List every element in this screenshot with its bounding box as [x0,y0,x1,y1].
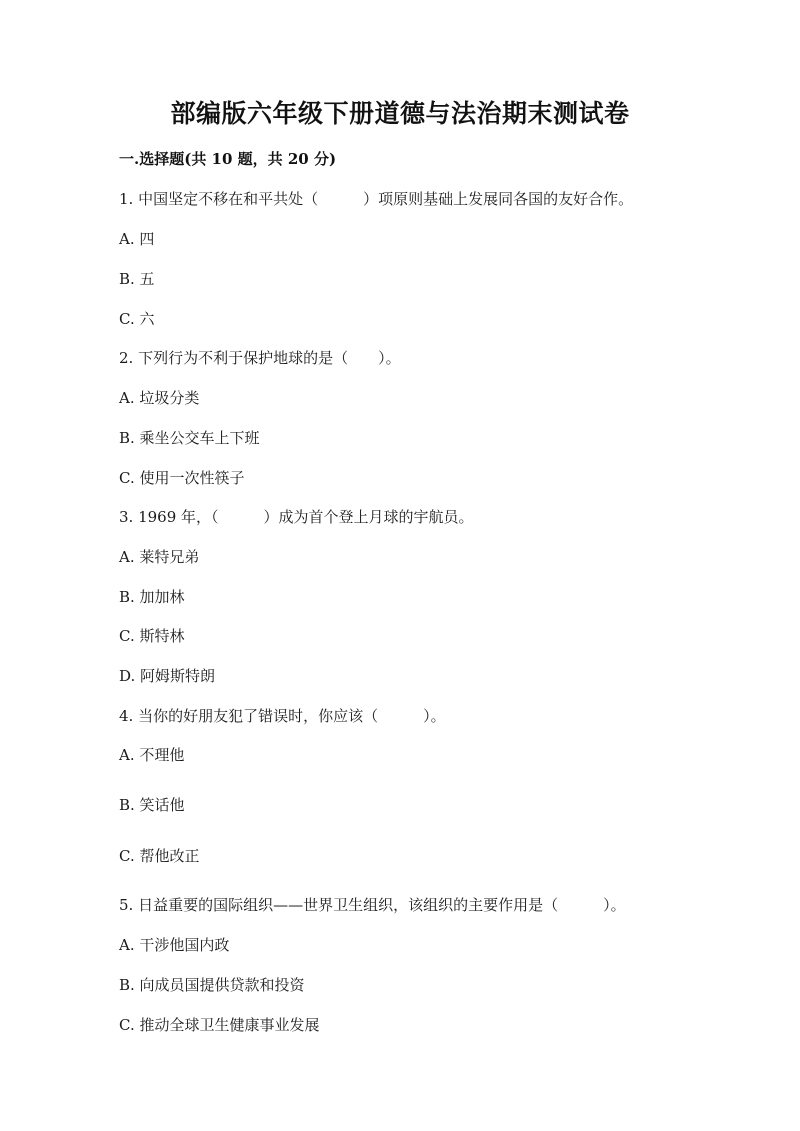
question-option: B. 笑话他 [119,796,185,814]
question-stem: 1. 中国坚定不移在和平共处（ ）项原则基础上发展同各国的友好合作。 [119,190,634,208]
question-option: C. 帮他改正 [119,847,200,865]
question-option: C. 斯特林 [119,627,185,645]
question-option: A. 垃圾分类 [119,389,200,407]
question-stem: 4. 当你的好朋友犯了错误时，你应该（ ）。 [119,707,446,725]
question-option: B. 向成员国提供贷款和投资 [119,976,305,994]
question-option: B. 乘坐公交车上下班 [119,429,260,447]
question-option: B. 五 [119,270,155,288]
question-option: B. 加加林 [119,588,185,606]
question-option: A. 莱特兄弟 [119,548,200,566]
question-option: C. 推动全球卫生健康事业发展 [119,1016,320,1034]
question-stem: 2. 下列行为不利于保护地球的是（ ）。 [119,349,401,367]
question-stem: 5. 日益重要的国际组织——世界卫生组织，该组织的主要作用是（ ）。 [119,896,626,914]
question-option: D. 阿姆斯特朗 [119,667,216,685]
question-option: A. 不理他 [119,746,185,764]
question-option: C. 使用一次性筷子 [119,469,245,487]
question-stem: 3. 1969 年，（ ）成为首个登上月球的宇航员。 [119,508,474,526]
section-heading: 一.选择题(共 10 题，共 20 分) [119,150,337,168]
question-option: A. 四 [119,230,155,248]
question-option: C. 六 [119,310,155,328]
page-title: 部编版六年级下册道德与法治期末测试卷 [170,99,630,128]
question-option: A. 干涉他国内政 [119,936,230,954]
